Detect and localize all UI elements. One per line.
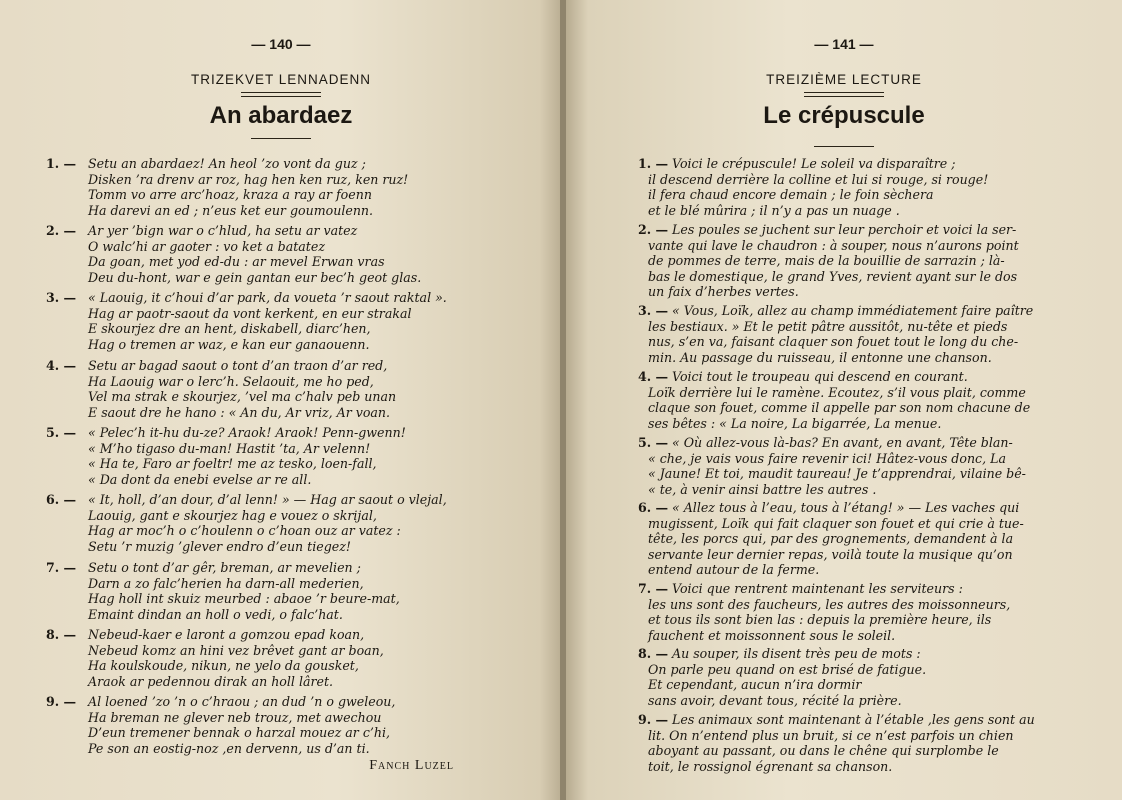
verse-line: Nebeud-kaer e laront a gomzou epad koan, (88, 627, 365, 642)
page-title-left: An abardaez (209, 102, 353, 129)
verse-line: il descend derrière la colline et lui si rouge, si rouge! (648, 171, 989, 187)
verse-line: vante qui lave le chaudron : à souper, nous n’aurons point (648, 237, 1019, 253)
verse-line: Vel ma strak e skourjez, ’vel ma c’halv peb unan (88, 389, 397, 405)
page-title-right: Le crépuscule (763, 102, 925, 129)
verse-line: Les animaux sont maintenant à l’étable ,les gens sont au (672, 712, 1035, 727)
verse-line: et le blé mûrira ; il n’y a pas un nuage . (648, 202, 900, 218)
verse-number: 7. — (46, 560, 77, 575)
verse-line: Loïk derrière lui le ramène. Ecoutez, s’il vous plait, comme (648, 384, 1026, 400)
lesson-label-left: TRIZEKVET LENNADENN (190, 72, 372, 87)
title-rule-left (241, 92, 321, 97)
verse-line: Ar yer ’bign war o c’hlud, ha setu ar vatez (88, 223, 358, 238)
verse-left-6 (46, 492, 447, 554)
verse-line: Voici que rentrent maintenant les serviteurs : (672, 581, 963, 596)
verse-number: 2. — (638, 222, 669, 237)
verse-line: toit, le rossignol égrenant sa chanson. (648, 758, 893, 774)
verse-number: 8. — (46, 627, 77, 642)
verse-left-8 (46, 627, 384, 689)
verse-number: 6. — (638, 500, 669, 515)
verse-line: « Ha te, Faro ar foeltr! me az tesko, loen-fall, (88, 456, 377, 472)
verse-line: Ha Laouig war o lerc’h. Selaouit, me ho ped, (88, 373, 374, 389)
title-rule-right (804, 92, 884, 97)
verse-line: « Laouig, it c’houi d’ar park, da voueta ’r saout raktal ». (88, 290, 447, 305)
verse-line: Disken ’ra drenv ar roz, hag hen ken ruz, ken ruz! (88, 171, 409, 187)
verse-line: Darn a zo falc’herien ha darn-all mederien, (88, 575, 364, 591)
verse-line: Da goan, met yod ed-du : ar mevel Erwan vras (88, 254, 385, 270)
verse-number: 1. — (638, 156, 669, 171)
verse-line: « Où allez-vous là-bas? En avant, en avant, Tête blan- (672, 435, 1013, 450)
verse-line: Ha darevi an ed ; n’eus ket eur goumoulenn. (88, 202, 374, 218)
verse-line: Nebeud komz an hini vez brêvet gant ar boan, (88, 642, 384, 658)
verse-right-8 (638, 646, 926, 708)
verse-right-9 (638, 712, 1035, 774)
verse-number: 4. — (638, 369, 669, 384)
page-number-left: — 140 — (251, 36, 311, 52)
verse-line: un faix d’herbes vertes. (648, 284, 799, 300)
verse-line: « M’ho tigaso du-man! Hastit ’ta, Ar velenn! (88, 440, 371, 456)
verse-line: entend autour de la ferme. (648, 562, 820, 578)
verse-line: sans avoir, devant tous, récité la prière. (648, 692, 902, 708)
verse-line: Setu ar bagad saout o tont d’an traon d’ar red, (88, 358, 388, 373)
verse-number: 3. — (46, 290, 77, 305)
verse-right-7 (638, 581, 1010, 643)
verse-line: Hag o tremen ar waz, e kan eur ganaouenn. (88, 336, 370, 352)
verse-line: Hag holl int skuiz meurbed : abaoe ’r beure-mat, (88, 591, 400, 607)
verse-line: min. Au passage du ruisseau, il entonne une chanson. (648, 349, 992, 365)
verse-line: lit. On n’entend plus un bruit, si ce n’est parfois un chien (648, 727, 1014, 743)
verse-line: Voici le crépuscule! Le soleil va disparaître ; (672, 156, 956, 171)
verse-line: « Pelec’h it-hu du-ze? Araok! Araok! Penn-gwenn! (88, 425, 406, 440)
verse-line: les uns sont des faucheurs, les autres des moissonneurs, (648, 596, 1011, 612)
verse-line: mugissent, Loïk qui fait claquer son fouet et qui crie à tue- (648, 515, 1024, 531)
verse-left-3 (46, 290, 447, 352)
verse-line: On parle peu quand on est brisé de fatigue. (648, 661, 927, 677)
verse-line: « che, je vais vous faire revenir ici! Hâtez-vous donc, La (648, 450, 1006, 466)
verse-number: 2. — (46, 223, 77, 238)
verse-line: « te, à venir ainsi battre les autres . (648, 481, 877, 497)
verse-line: « Jaune! Et toi, maudit taureau! Je t’apprendrai, vilaine bê- (648, 466, 1026, 482)
verse-line: bas le domestique, le grand Yves, revient ayant sur le dos (648, 268, 1018, 284)
verse-left-1 (46, 156, 408, 218)
verse-line: Voici tout le troupeau qui descend en courant. (672, 369, 968, 384)
verse-left-9 (46, 694, 395, 756)
verse-right-3 (638, 303, 1033, 365)
verse-line: il fera chaud encore demain ; le foin sèchera (648, 187, 934, 203)
verse-number: 8. — (638, 646, 669, 661)
verse-line: aboyant au passant, ou dans le chêne qui surplombe le (648, 743, 999, 759)
verse-line: D’eun tremener bennak o harzal mouez ar c’hi, (88, 725, 391, 741)
verse-line: Tomm vo arre arc’hoaz, kraza a ray ar foenn (88, 187, 372, 203)
verse-line: les bestiaux. » Et le petit pâtre aussitôt, nu-tête et pieds (648, 318, 1008, 334)
verse-number: 5. — (46, 425, 77, 440)
title-underline-left (251, 138, 311, 139)
verse-line: de pommes de terre, mais de la bouillie de sarrazin ; là- (648, 253, 1005, 269)
verse-line: Pe son an eostig-noz ,en dervenn, us d’an ti. (88, 740, 370, 756)
verse-line: et tous ils sont bien las : depuis la première heure, ils (648, 612, 992, 628)
verse-left-2 (46, 223, 421, 285)
verse-line: Au souper, ils disent très peu de mots : (672, 646, 921, 661)
verse-line: Ha koulskoude, nikun, ne yelo da gousket, (88, 658, 359, 674)
verse-line: Laouig, gant e skourjez hag e vouez o skrijal, (88, 507, 377, 523)
verse-number: 3. — (638, 303, 669, 318)
verse-line: Al loened ’zo ’n o c’hraou ; an dud ’n o gweleou, (88, 694, 396, 709)
verse-line: Ha breman ne glever neb trouz, met awechou (88, 709, 382, 725)
verse-line: Setu o tont d’ar gêr, breman, ar mevelien ; (88, 560, 361, 575)
verse-line: servante leur dernier repas, voilà toute la musique qu’on (648, 546, 1013, 562)
verse-line: Hag ar moc’h o c’houlenn o c’hoan ouz ar vatez : (88, 523, 401, 539)
page-number-right: — 141 — (814, 36, 874, 52)
verse-line: Emaint dindan an holl o vedi, o falc’hat. (88, 606, 343, 622)
verse-line: fauchent et moissonnent sous le soleil. (648, 627, 896, 643)
verse-line: « Vous, Loïk, allez au champ immédiatement faire paître (672, 303, 1034, 318)
verse-line: Hag ar paotr-saout da vont kerkent, en eur strakal (88, 305, 412, 321)
verse-number: 9. — (638, 712, 669, 727)
verse-line: ses bêtes : « La noire, La bigarrée, La menue. (648, 415, 942, 431)
verse-line: Setu an abardaez! An heol ’zo vont da guz ; (88, 156, 366, 171)
verse-left-7 (46, 560, 400, 622)
verse-left-4 (46, 358, 396, 420)
right-page (566, 0, 1122, 800)
verse-line: claque son fouet, comme il appelle par son nom chacune de (648, 400, 1031, 416)
verse-line: Araok ar pedennou dirak an holl lâret. (88, 673, 334, 689)
verse-right-4 (638, 369, 1030, 431)
title-underline-right (814, 146, 874, 147)
verse-right-2 (638, 222, 1019, 300)
verse-line: E skourjez dre an hent, diskabell, diarc’hen, (88, 321, 371, 337)
verse-line: E saout dre he hano : « An du, Ar vriz, Ar voan. (88, 404, 391, 420)
verse-line: O walc’hi ar gaoter : vo ket a batatez (88, 238, 325, 254)
verse-right-5 (638, 435, 1026, 497)
verse-number: 7. — (638, 581, 669, 596)
verse-line: nus, s’en va, faisant claquer son fouet tout le long du che- (648, 334, 1019, 350)
verse-line: Deu du-hont, war e gein gantan eur bec’h geot glas. (88, 269, 422, 285)
verse-line: Les poules se juchent sur leur perchoir et voici la ser- (672, 222, 1017, 237)
verse-number: 6. — (46, 492, 77, 507)
verse-left-5 (46, 425, 406, 487)
verse-number: 5. — (638, 435, 669, 450)
verse-line: Setu ’r muzig ’glever endro d’eun tiegez! (88, 538, 351, 554)
verse-line: « Da dont da enebi evelse ar re all. (88, 471, 312, 487)
verse-line: tête, les porcs qui, par des grognements, demandent à la (648, 531, 1014, 547)
verse-number: 4. — (46, 358, 77, 373)
verse-number: 1. — (46, 156, 77, 171)
verse-number: 9. — (46, 694, 77, 709)
verse-right-6 (638, 500, 1024, 578)
verse-line: « Allez tous à l’eau, tous à l’étang! » — Les vaches qui (672, 500, 1020, 515)
verse-line: « It, holl, d’an dour, d’al lenn! » — Hag ar saout o vlejal, (88, 492, 447, 507)
verse-line: Et cependant, aucun n’ira dormir (648, 677, 862, 693)
lesson-label-right: TREIZIÈME LECTURE (766, 72, 922, 87)
author-signature: Fanch Luzel (369, 758, 454, 773)
verse-right-1 (638, 156, 988, 218)
